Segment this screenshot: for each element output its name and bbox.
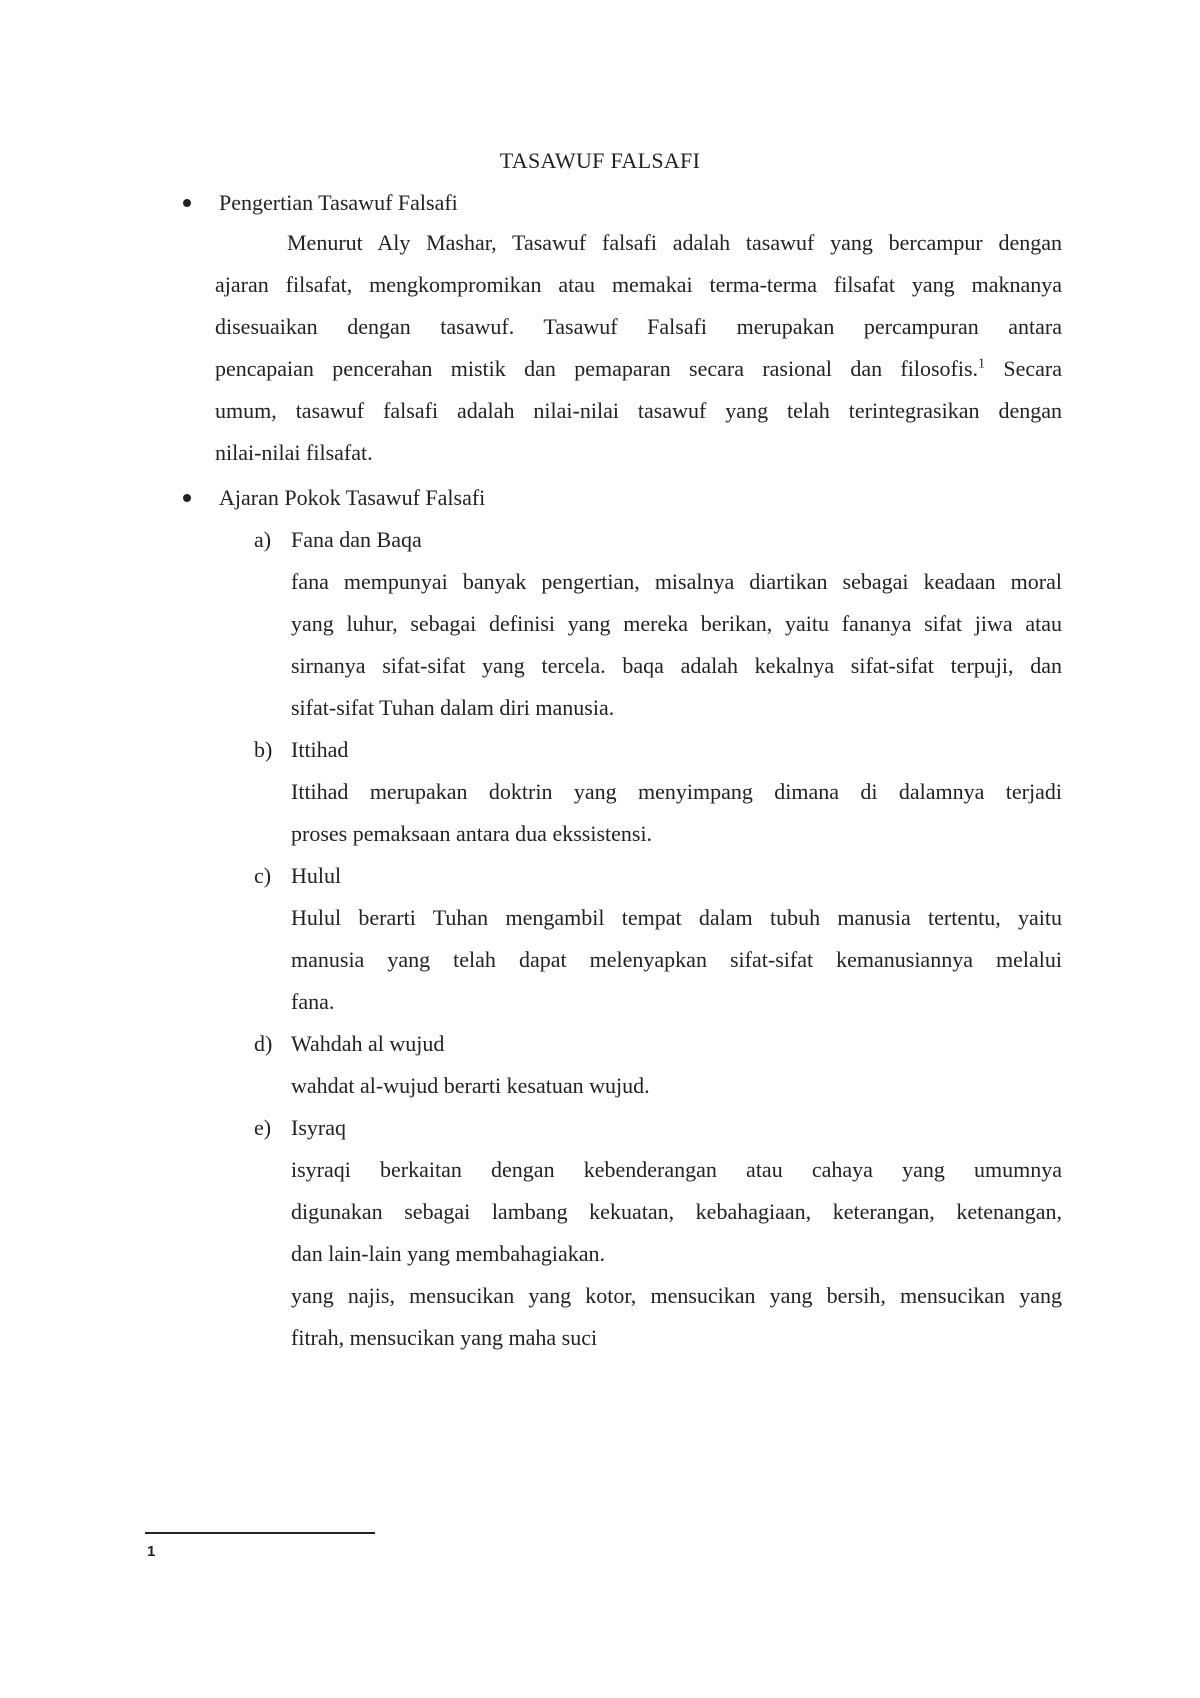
- paragraph-line-tail: Secara: [1003, 356, 1062, 381]
- paragraph-line: digunakan sebagai lambang kekuatan, kebahagiaan, keterangan, ketenangan,: [291, 1199, 1062, 1224]
- list-item-title: Hulul: [291, 863, 342, 888]
- list-item-body: [291, 561, 1062, 729]
- footnote-number: 1: [147, 1543, 156, 1560]
- list-marker: d): [254, 1031, 273, 1056]
- footnote-reference[interactable]: 1: [978, 356, 986, 372]
- paragraph-line: ajaran filsafat, mengkompromikan atau memakai terma-terma filsafat yang maknanya: [215, 272, 1062, 297]
- paragraph-line: yang najis, mensucikan yang kotor, mensucikan yang bersih, mensucikan yang: [291, 1283, 1062, 1308]
- paragraph-line-with-footnote: [215, 348, 1062, 390]
- definition-paragraph: [215, 222, 1062, 474]
- paragraph-line: fana.: [291, 989, 335, 1014]
- bullet-icon: [183, 494, 191, 502]
- paragraph-line: sifat-sifat Tuhan dalam diri manusia.: [291, 695, 615, 720]
- section-heading: Pengertian Tasawuf Falsafi: [219, 190, 458, 215]
- bullet-icon: [183, 199, 191, 207]
- paragraph-line: isyraqi berkaitan dengan kebenderangan atau cahaya yang umumnya: [291, 1157, 1062, 1182]
- paragraph-line: Ittihad merupakan doktrin yang menyimpang dimana di dalamnya terjadi: [291, 779, 1062, 804]
- paragraph-line: nilai-nilai filsafat.: [215, 440, 373, 465]
- list-item-body: [291, 897, 1062, 1023]
- paragraph-line: wahdat al-wujud berarti kesatuan wujud.: [291, 1073, 650, 1098]
- paragraph-line: manusia yang telah dapat melenyapkan sifat-sifat kemanusiannya melalui: [291, 947, 1062, 972]
- list-item-title: Wahdah al wujud: [291, 1031, 445, 1056]
- paragraph-line: fitrah, mensucikan yang maha suci: [291, 1325, 598, 1350]
- footnote-separator: [145, 1532, 375, 1534]
- list-marker: a): [254, 527, 272, 552]
- paragraph-line: dan lain-lain yang membahagiakan.: [291, 1241, 605, 1266]
- list-item-body: [291, 1149, 1062, 1359]
- paragraph-line: disesuaikan dengan tasawuf. Tasawuf Falsafi merupakan percampuran antara: [215, 314, 1062, 339]
- list-marker: e): [254, 1115, 272, 1140]
- paragraph-line: umum, tasawuf falsafi adalah nilai-nilai tasawuf yang telah terintegrasikan dengan: [215, 398, 1062, 423]
- paragraph-line: sirnanya sifat-sifat yang tercela. baqa adalah kekalnya sifat-sifat terpuji, dan: [291, 653, 1062, 678]
- paragraph-line: yang luhur, sebagai definisi yang mereka berikan, yaitu fananya sifat jiwa atau: [291, 611, 1062, 636]
- section-heading: Ajaran Pokok Tasawuf Falsafi: [219, 485, 486, 510]
- paragraph-line-text: pencapaian pencerahan mistik dan pemaparan secara rasional dan filosofis.: [215, 356, 979, 381]
- list-marker: c): [254, 863, 272, 888]
- list-marker: b): [254, 737, 273, 762]
- page-title: TASAWUF FALSAFI: [499, 148, 701, 173]
- list-item-body: [291, 1065, 1062, 1107]
- paragraph-line: Hulul berarti Tuhan mengambil tempat dalam tubuh manusia tertentu, yaitu: [291, 905, 1062, 930]
- paragraph-line: Menurut Aly Mashar, Tasawuf falsafi adalah tasawuf yang bercampur dengan: [287, 230, 1062, 255]
- list-item-title: Fana dan Baqa: [291, 527, 422, 552]
- list-item-body: [291, 771, 1062, 855]
- list-item-title: Isyraq: [291, 1115, 346, 1140]
- paragraph-line: fana mempunyai banyak pengertian, misalnya diartikan sebagai keadaan moral: [291, 569, 1062, 594]
- list-item-title: Ittihad: [291, 737, 349, 762]
- paragraph-line: proses pemaksaan antara dua ekssistensi.: [291, 821, 653, 846]
